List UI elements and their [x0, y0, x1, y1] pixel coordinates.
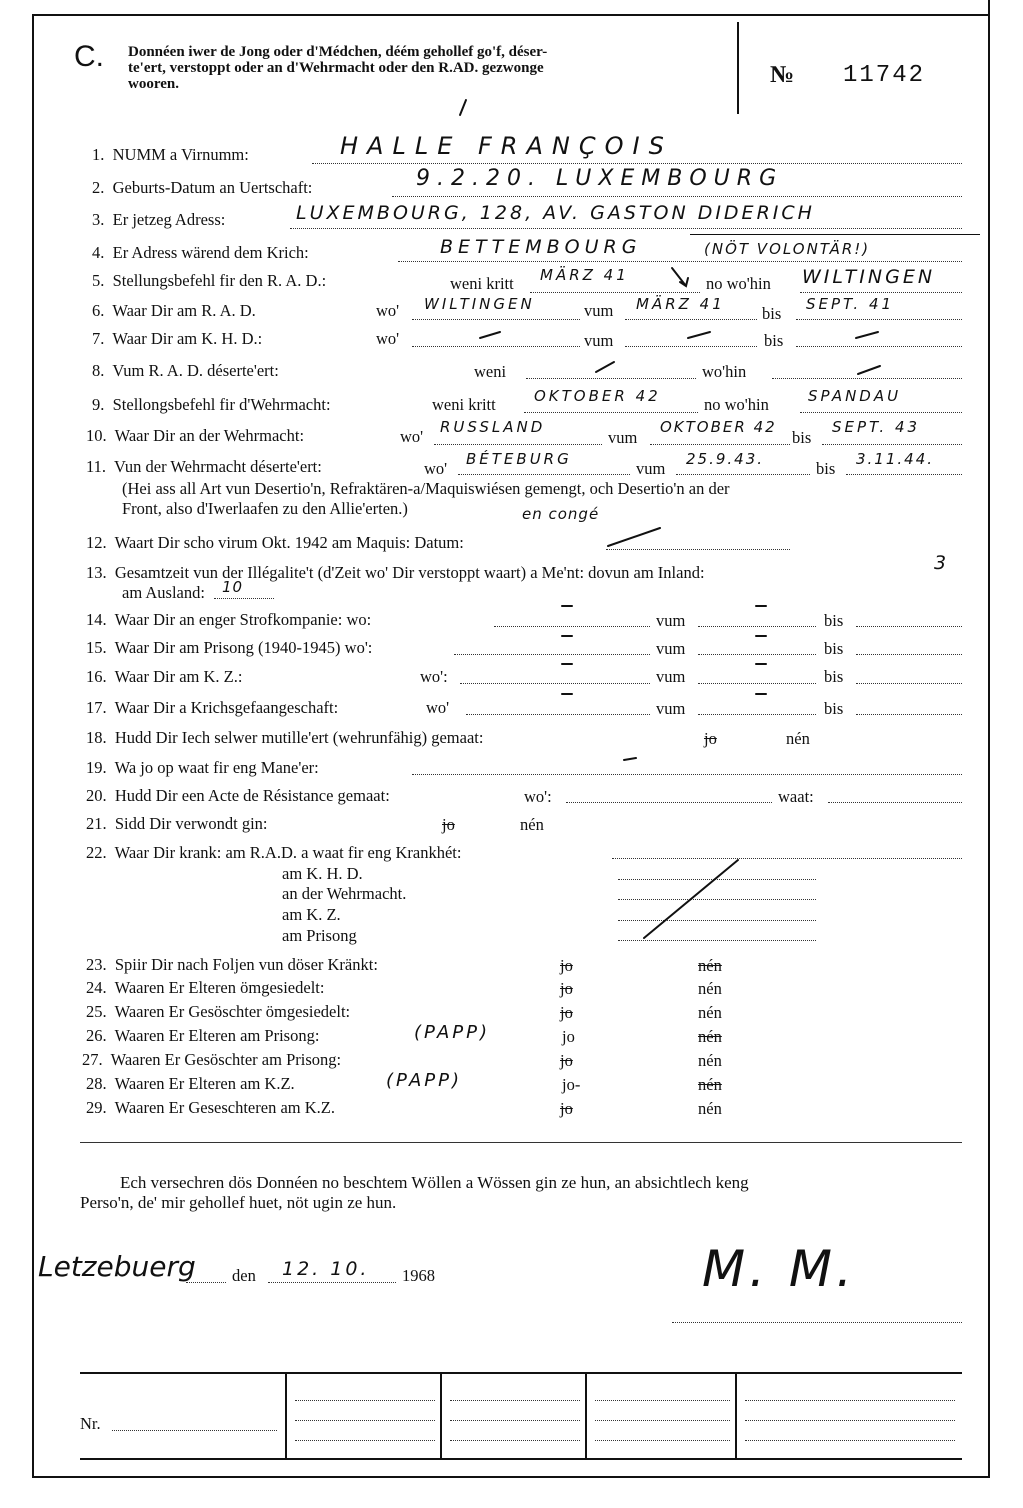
- item-13: 13. Gesamtzeit vun der Illégalite't (d'Zeit wo' Dir verstoppt waart) a Me'nt: dovun am Inland:: [86, 563, 705, 582]
- item-14-label-from: vum: [656, 611, 686, 630]
- item-28: 28. Waaren Er Elteren am K.Z.: [86, 1074, 295, 1093]
- item-25-yes: jo: [560, 1003, 573, 1022]
- item-8-label-when: weni: [474, 362, 507, 381]
- item-23-no: nén: [698, 956, 722, 975]
- item-15: 15. Waar Dir am Prisong (1940-1945) wo':: [86, 638, 373, 657]
- item-6: 6. Waar Dir am R. A. D.: [92, 301, 256, 320]
- item-16: 16. Waar Dir am K. Z.:: [86, 667, 243, 686]
- item-2: 2. Geburts-Datum an Uertschaft:: [92, 178, 313, 197]
- item-7-label-to: bis: [764, 331, 784, 350]
- item-6-from-value: MÄRZ 41: [636, 295, 725, 313]
- item-20: 20. Hudd Dir een Acte de Résistance gemaat:: [86, 786, 390, 805]
- item-11-to-value: 3.11.44.: [856, 450, 935, 468]
- item-11-extra-1: (Hei ass all Art vun Desertio'n, Refraktären-a/Maquiswiésen gemengt, och Desertio'n an der: [122, 479, 730, 498]
- signature-date: 12. 10.: [282, 1258, 370, 1280]
- number-value: 11742: [843, 62, 926, 89]
- item-28-yes: jo-: [562, 1075, 581, 1094]
- item-21: 21. Sidd Dir verwondt gin:: [86, 814, 268, 833]
- item-3-value: LUXEMBOURG, 128, AV. GASTON DIDERICH: [296, 202, 815, 224]
- item-6-where-value: WILTINGEN: [424, 295, 535, 313]
- item-20-label-where: wo':: [524, 787, 552, 806]
- item-6-label-from: vum: [584, 301, 614, 320]
- item-28-no: nén: [698, 1075, 722, 1094]
- item-14: 14. Waar Dir an enger Strofkompanie: wo:: [86, 610, 372, 629]
- number-label: №: [770, 62, 795, 88]
- item-18-yes: jo: [704, 729, 717, 748]
- item-11-note: en congé: [522, 505, 600, 523]
- declaration-line-2: Perso'n, de' mir gehollef huet, nöt ugin ze hun.: [80, 1193, 397, 1212]
- item-9-label-where: no wo'hin: [704, 395, 769, 414]
- item-2-value: 9.2.20. LUXEMBOURG: [416, 166, 784, 191]
- item-19: 19. Wa jo op waat fir eng Mane'er:: [86, 758, 319, 777]
- item-20-label-what: waat:: [778, 787, 814, 806]
- item-25-no: nén: [698, 1003, 722, 1022]
- item-6-label-where: wo': [376, 301, 400, 320]
- item-10-where-value: RUSSLAND: [440, 418, 546, 436]
- item-15-label-to: bis: [824, 639, 844, 658]
- item-11-from-value: 25.9.43.: [686, 450, 765, 468]
- item-7: 7. Waar Dir am K. H. D.:: [92, 329, 263, 348]
- item-16-label-to: bis: [824, 667, 844, 686]
- item-26-yes: jo: [562, 1027, 575, 1046]
- item-11-label-where: wo': [424, 459, 448, 478]
- item-27: 27. Waaren Er Gesöschter am Prisong:: [82, 1050, 342, 1069]
- item-5-where-value: WILTINGEN: [802, 266, 936, 288]
- item-23: 23. Spiir Dir nach Foljen vun döser Kränkt:: [86, 955, 378, 974]
- item-4: 4. Er Adress wärend dem Krich:: [92, 243, 309, 262]
- item-23-yes: jo: [560, 956, 573, 975]
- item-27-yes: jo: [560, 1051, 573, 1070]
- item-4-note: (NÖT VOLONTÄR!): [704, 240, 871, 258]
- item-10-from-value: OKTOBER 42: [660, 418, 777, 436]
- item-21-yes: jo: [442, 815, 455, 834]
- signature-year: 1968: [402, 1266, 435, 1285]
- header-intro-line-1: Donnéen iwer de Jong oder d'Médchen, déém gehollef go'f, déser-: [128, 44, 548, 60]
- item-17: 17. Waar Dir a Krichsgefaangeschaft:: [86, 698, 339, 717]
- item-25: 25. Waaren Er Gesöschter ömgesiedelt:: [86, 1002, 351, 1021]
- item-14-label-to: bis: [824, 611, 844, 630]
- item-16-label-from: vum: [656, 667, 686, 686]
- signature-den: den: [232, 1266, 256, 1285]
- item-18-no: nén: [786, 729, 810, 748]
- header-intro-line-3: wooren.: [128, 76, 179, 92]
- item-5-label-where: no wo'hin: [706, 274, 771, 293]
- item-26: 26. Waaren Er Elteren am Prisong:: [86, 1026, 320, 1045]
- item-10-label-to: bis: [792, 428, 812, 447]
- item-8: 8. Vum R. A. D. déserte'ert:: [92, 361, 279, 380]
- item-22-sub-4: am Prisong: [282, 926, 357, 945]
- item-9-where-value: SPANDAU: [808, 387, 902, 405]
- item-21-no: nén: [520, 815, 544, 834]
- item-29-yes: jo: [560, 1099, 573, 1118]
- item-9-label-when: weni kritt: [432, 395, 496, 414]
- item-24-no: nén: [698, 979, 722, 998]
- item-7-label-where: wo': [376, 329, 400, 348]
- item-10: 10. Waar Dir an der Wehrmacht:: [86, 426, 305, 445]
- footer-nr-label: Nr.: [80, 1414, 101, 1433]
- item-18: 18. Hudd Dir Iech selwer mutille'ert (wehrunfähig) gemaat:: [86, 728, 484, 747]
- item-13-label-abroad: am Ausland:: [122, 583, 205, 602]
- item-11-label-from: vum: [636, 459, 666, 478]
- declaration-line-1: Ech versechren dös Donnéen no beschtem Wöllen a Wössen gin ze hun, an absichtlech keng: [120, 1173, 749, 1192]
- item-26-note: (PAPP): [414, 1022, 491, 1043]
- item-29: 29. Waaren Er Geseschteren am K.Z.: [86, 1098, 335, 1117]
- item-22-sub-2: an der Wehrmacht.: [282, 884, 407, 903]
- item-6-label-to: bis: [762, 304, 782, 323]
- header-intro-line-2: te'ert, verstoppt oder an d'Wehrmacht oder den R.AD. gezwonge: [128, 60, 544, 76]
- item-7-label-from: vum: [584, 331, 614, 350]
- item-27-no: nén: [698, 1051, 722, 1070]
- item-9-when-value: OKTOBER 42: [534, 387, 661, 405]
- item-10-label-from: vum: [608, 428, 638, 447]
- item-24-yes: jo: [560, 979, 573, 998]
- item-5-when-value: MÄRZ 41: [540, 266, 629, 284]
- item-17-label-from: vum: [656, 699, 686, 718]
- item-1: 1. NUMM a Virnumm:: [92, 145, 249, 164]
- item-17-label-to: bis: [824, 699, 844, 718]
- item-10-label-where: wo': [400, 427, 424, 446]
- item-5: 5. Stellungsbefehl fir den R. A. D.:: [92, 271, 327, 290]
- item-26-no: nén: [698, 1027, 722, 1046]
- item-3: 3. Er jetzeg Adress:: [92, 210, 226, 229]
- item-1-value: HALLE FRANÇOIS: [340, 132, 673, 160]
- item-28-note: (PAPP): [386, 1070, 463, 1091]
- item-11-where-value: BÉTEBURG: [466, 450, 572, 468]
- item-11-extra-2: Front, also d'Iwerlaafen zu den Allie'erten.): [122, 499, 408, 518]
- item-17-label-where: wo': [426, 698, 450, 717]
- item-13-abroad-value: 10: [222, 578, 244, 596]
- item-11-label-to: bis: [816, 459, 836, 478]
- item-6-to-value: SEPT. 41: [806, 295, 895, 313]
- item-4-value: BETTEMBOURG: [440, 236, 642, 258]
- item-24: 24. Waaren Er Elteren ömgesiedelt:: [86, 978, 325, 997]
- item-10-to-value: SEPT. 43: [832, 418, 921, 436]
- item-8-label-where: wo'hin: [702, 362, 747, 381]
- item-9: 9. Stellongsbefehl fir d'Wehrmacht:: [92, 395, 331, 414]
- item-16-label-where: wo':: [420, 667, 448, 686]
- item-15-label-from: vum: [656, 639, 686, 658]
- section-letter: C.: [74, 40, 104, 73]
- signature-place: Letzebuerg: [38, 1250, 196, 1283]
- item-12: 12. Waart Dir scho virum Okt. 1942 am Maquis: Datum:: [86, 533, 464, 552]
- item-22-sub-3: am K. Z.: [282, 905, 341, 924]
- item-11: 11. Vun der Wehrmacht déserte'ert:: [86, 457, 322, 476]
- item-22-sub-1: am K. H. D.: [282, 864, 363, 883]
- item-13-inland-value: 3: [934, 552, 947, 574]
- signature-mark: M. M.: [702, 1240, 856, 1298]
- item-22: 22. Waar Dir krank: am R.A.D. a waat fir eng Krankhét:: [86, 843, 462, 862]
- item-29-no: nén: [698, 1099, 722, 1118]
- item-5-label-when: weni kritt: [450, 274, 514, 293]
